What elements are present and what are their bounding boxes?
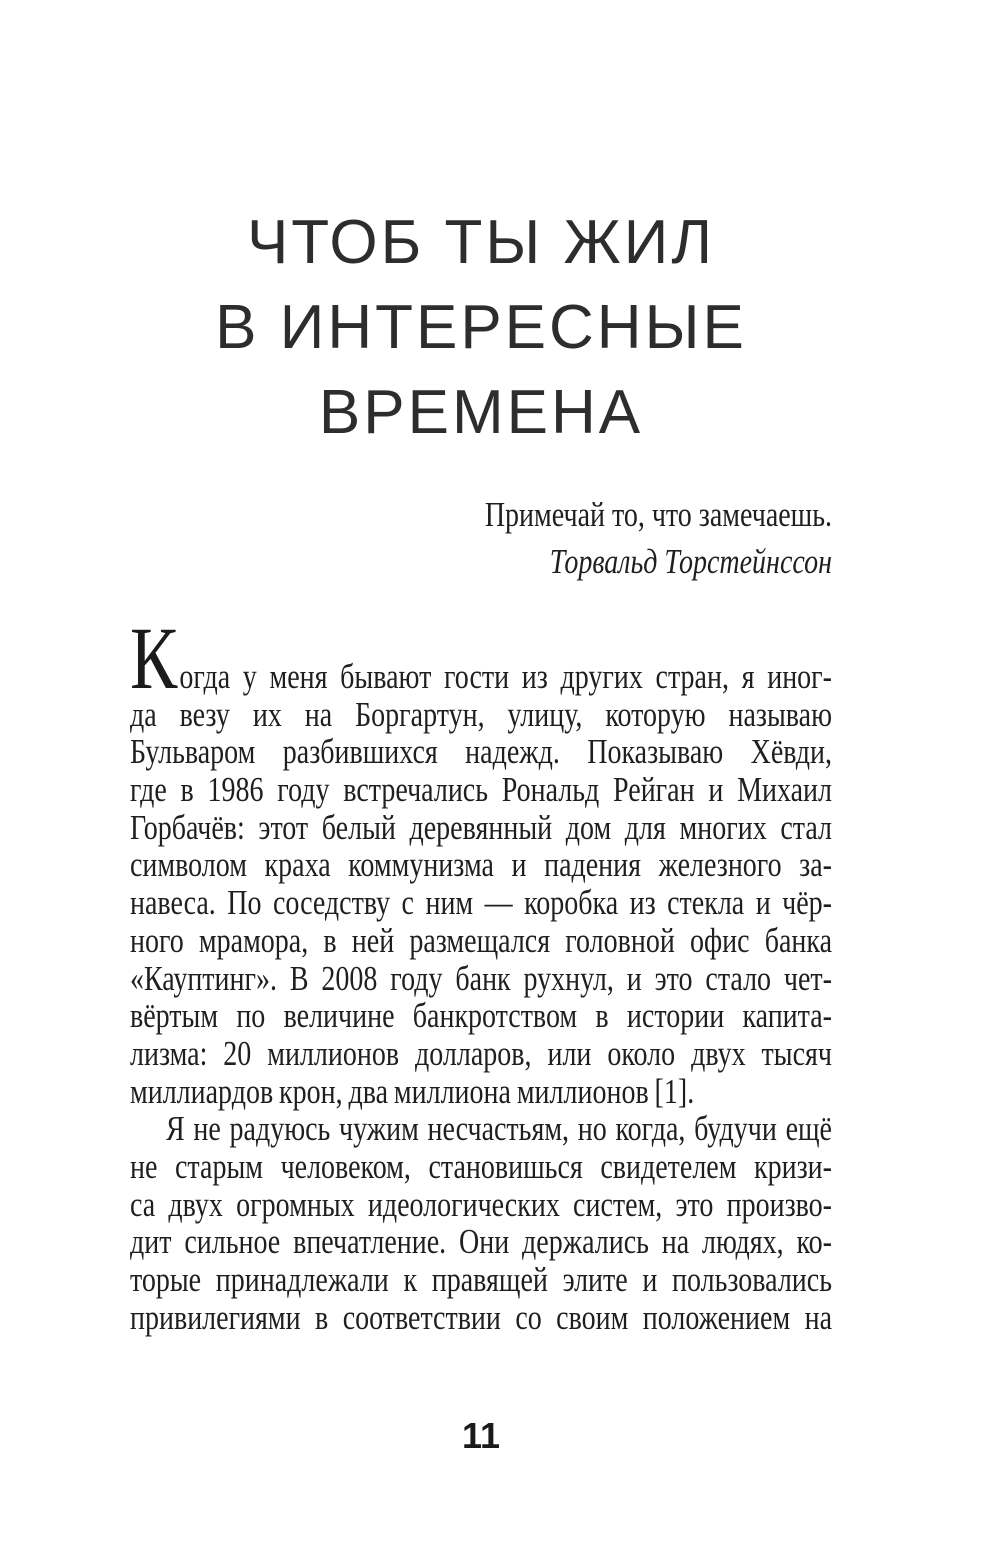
body-line: са двух огромных идеологических систем, это произво-	[130, 1185, 832, 1225]
body-line: «Кауптинг». В 2008 году банк рухнул, и это стало чет-	[130, 959, 832, 999]
epigraph-author: Торвальд Торстейнссон	[549, 543, 832, 582]
body-line: торые принадлежали к правящей элите и пользовались	[130, 1261, 832, 1300]
body-text	[130, 610, 832, 1338]
body-line-text: огда у меня бывают гости из других стран, я иног-	[179, 658, 832, 697]
chapter-title-line: ЧТОБ ТЫ ЖИЛ	[246, 208, 716, 277]
body-line: символом краха коммунизма и падения железного за-	[130, 846, 832, 886]
page-number: 11	[461, 1415, 501, 1456]
body-line: Я не радуюсь чужим несчастьям, но когда, будучи ещё	[166, 1110, 832, 1150]
chapter-title	[130, 200, 832, 455]
epigraph	[130, 492, 832, 586]
epigraph-quote: Примечай то, что замечаешь.	[484, 496, 832, 535]
body-line: где в 1986 году встречались Рональд Рейган и Михаил	[130, 771, 832, 810]
body-line: миллиардов крон, два миллиона миллионов [1].	[130, 1072, 695, 1112]
chapter-title-line: В ИНТЕРЕСНЫЕ	[215, 293, 747, 362]
body-line: привилегиями в соответствии со своим положением на	[130, 1298, 832, 1338]
body-line: Бульваром разбившихся надежд. Показываю Хёвди,	[130, 733, 832, 773]
body-line: да везу их на Боргартун, улицу, которую называю	[130, 695, 832, 735]
body-line: не старым человеком, становишься свидетелем кризи-	[130, 1147, 832, 1187]
chapter-title-line: ВРЕМЕНА	[318, 378, 644, 447]
body-line: ного мрамора, в ней размещался головной офис банка	[130, 921, 832, 961]
body-line: Горбачёв: этот белый деревянный дом для многих стал	[130, 808, 832, 848]
body-line: дит сильное впечатление. Они держались на людях, ко-	[130, 1223, 832, 1263]
body-line: навеса. По соседству с ним — коробка из стекла и чёр-	[130, 884, 832, 923]
body-line: лизма: 20 миллионов долларов, или около двух тысяч	[130, 1034, 832, 1074]
body-line: вёртым по величине банкротством в истории капита-	[130, 997, 832, 1036]
drop-cap: К	[130, 610, 178, 709]
